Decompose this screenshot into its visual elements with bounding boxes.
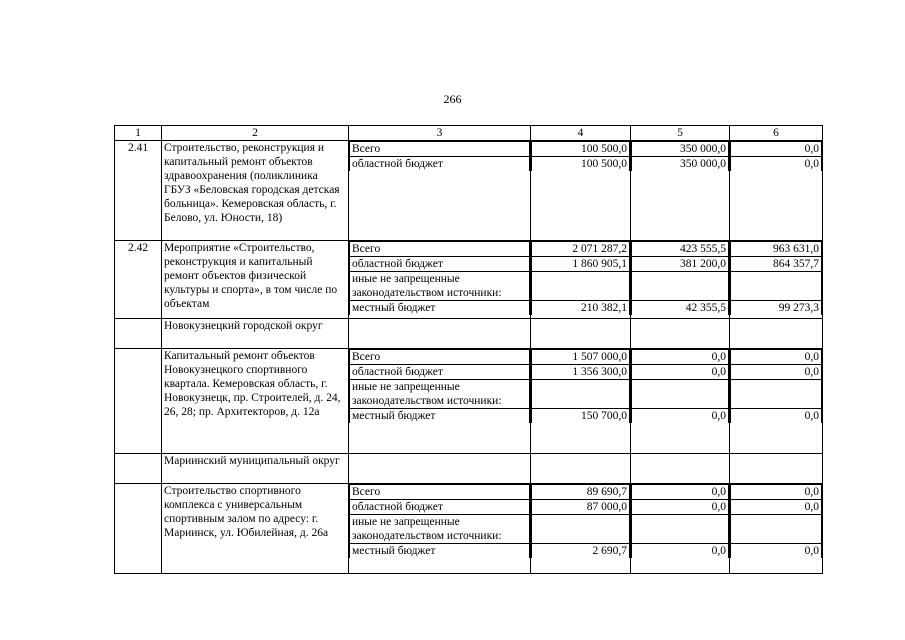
amount-col-6 xyxy=(730,484,823,574)
amount-col-5-value xyxy=(632,272,729,301)
amount-col-5 xyxy=(631,141,730,241)
line-row xyxy=(731,485,822,500)
funding-source-value: областной бюджет xyxy=(350,257,530,272)
funding-source-lines xyxy=(349,484,530,558)
amount-col-5-lines xyxy=(631,141,729,171)
amount-col-4-value: 1 507 000,0 xyxy=(532,350,630,365)
header-col-3: 3 xyxy=(349,126,531,141)
line-row xyxy=(632,365,729,380)
object-name: Мариинский муниципальный округ xyxy=(162,454,349,484)
line-row xyxy=(731,350,822,365)
amount-col-4 xyxy=(531,241,631,319)
line-row xyxy=(731,544,822,559)
amount-col-6-value: 0,0 xyxy=(731,157,822,172)
line-row xyxy=(632,409,729,424)
amount-col-4-value: 2 071 287,2 xyxy=(532,242,630,257)
line-row xyxy=(632,157,729,172)
amount-col-4-value: 100 500,0 xyxy=(532,157,630,172)
amount-col-5 xyxy=(631,319,730,349)
header-col-2: 2 xyxy=(162,126,349,141)
line-row xyxy=(350,409,530,424)
amount-col-5 xyxy=(631,454,730,484)
amount-col-5-value: 0,0 xyxy=(632,350,729,365)
row-id xyxy=(115,454,162,484)
line-row xyxy=(350,301,530,316)
line-row xyxy=(532,142,630,157)
funding-source-lines xyxy=(349,241,530,315)
amount-col-6 xyxy=(730,349,823,454)
amount-col-4 xyxy=(531,141,631,241)
line-row xyxy=(731,157,822,172)
line-row xyxy=(731,365,822,380)
table-row xyxy=(115,141,823,241)
row-id xyxy=(115,484,162,574)
line-row xyxy=(350,365,530,380)
funding-source-value: областной бюджет xyxy=(350,365,530,380)
amount-col-4-value: 150 700,0 xyxy=(532,409,630,424)
amount-col-6-value: 0,0 xyxy=(731,500,822,515)
header-col-5: 5 xyxy=(631,126,730,141)
object-name: Мероприятие «Строительство, реконструкция и капитальный ремонт объектов физической культуры и спорта», в том числе по объектам xyxy=(162,241,349,319)
funding-source-lines xyxy=(349,141,530,171)
line-row xyxy=(350,515,530,544)
funding-source-value: областной бюджет xyxy=(350,157,530,172)
amount-col-5 xyxy=(631,241,730,319)
line-row xyxy=(532,380,630,409)
amount-col-4-value: 2 690,7 xyxy=(532,544,630,559)
line-row xyxy=(350,272,530,301)
amount-col-5-value xyxy=(632,515,729,544)
line-row xyxy=(350,500,530,515)
line-row xyxy=(632,500,729,515)
amount-col-6-value: 0,0 xyxy=(731,409,822,424)
amount-col-4 xyxy=(531,319,631,349)
amount-col-6-lines xyxy=(730,241,822,315)
table-row xyxy=(115,319,823,349)
line-row xyxy=(532,409,630,424)
funding-source-value: Всего xyxy=(350,242,530,257)
line-row xyxy=(632,485,729,500)
line-row xyxy=(532,544,630,559)
line-row xyxy=(731,500,822,515)
funding-source xyxy=(349,484,531,574)
amount-col-6-value xyxy=(731,272,822,301)
amount-col-6-lines xyxy=(730,141,822,171)
amount-col-6-value: 963 631,0 xyxy=(731,242,822,257)
line-row xyxy=(731,515,822,544)
line-row xyxy=(532,157,630,172)
amount-col-5-value: 0,0 xyxy=(632,485,729,500)
line-row xyxy=(632,301,729,316)
line-row xyxy=(731,409,822,424)
amount-col-5-value: 0,0 xyxy=(632,409,729,424)
table-row xyxy=(115,484,823,574)
amount-col-6 xyxy=(730,454,823,484)
amount-col-6-value: 0,0 xyxy=(731,485,822,500)
amount-col-6-value xyxy=(731,515,822,544)
amount-col-5-value: 381 200,0 xyxy=(632,257,729,272)
funding-source-value: местный бюджет xyxy=(350,544,530,559)
amount-col-6-lines xyxy=(730,484,822,558)
line-row xyxy=(632,544,729,559)
line-row xyxy=(350,350,530,365)
amount-col-6 xyxy=(730,319,823,349)
funding-source-lines xyxy=(349,349,530,423)
amount-col-6-value: 864 357,7 xyxy=(731,257,822,272)
table-row xyxy=(115,241,823,319)
object-name: Строительство спортивного комплекса с универсальным спортивным залом по адресу: г. Мариинск, ул. Юбилейная, д. 26а xyxy=(162,484,349,574)
line-row xyxy=(731,257,822,272)
amount-col-5-value: 0,0 xyxy=(632,544,729,559)
amount-col-4 xyxy=(531,454,631,484)
line-row xyxy=(532,350,630,365)
amount-col-5-value: 0,0 xyxy=(632,500,729,515)
page-number: 266 xyxy=(443,92,462,106)
line-row xyxy=(731,242,822,257)
line-row xyxy=(632,380,729,409)
amount-col-6-value: 0,0 xyxy=(731,142,822,157)
line-row xyxy=(731,142,822,157)
line-row xyxy=(532,515,630,544)
funding-source xyxy=(349,454,531,484)
amount-col-4-lines xyxy=(531,349,630,423)
amount-col-6 xyxy=(730,141,823,241)
funding-source xyxy=(349,349,531,454)
line-row xyxy=(350,242,530,257)
line-row xyxy=(532,257,630,272)
amount-col-4-lines xyxy=(531,141,630,171)
line-row xyxy=(350,485,530,500)
amount-col-4-value: 210 382,1 xyxy=(532,301,630,316)
amount-col-4-value: 100 500,0 xyxy=(532,142,630,157)
row-id: 2.42 xyxy=(115,241,162,319)
amount-col-4-lines xyxy=(531,241,630,315)
line-row xyxy=(632,257,729,272)
amount-col-4-value: 1 860 905,1 xyxy=(532,257,630,272)
line-row xyxy=(632,242,729,257)
funding-source xyxy=(349,241,531,319)
amount-col-4 xyxy=(531,484,631,574)
amount-col-4 xyxy=(531,349,631,454)
funding-source-value: иные не запрещенные законодательством источники: xyxy=(350,380,530,409)
amount-col-6-value xyxy=(731,380,822,409)
amount-col-5-lines xyxy=(631,484,729,558)
table-row xyxy=(115,349,823,454)
amount-col-5-value: 0,0 xyxy=(632,365,729,380)
line-row xyxy=(632,142,729,157)
line-row xyxy=(350,380,530,409)
header-row xyxy=(115,126,823,141)
amount-col-5-lines xyxy=(631,349,729,423)
line-row xyxy=(731,301,822,316)
row-id xyxy=(115,319,162,349)
amount-col-6-value: 99 273,3 xyxy=(731,301,822,316)
amount-col-4-value: 1 356 300,0 xyxy=(532,365,630,380)
amount-col-4-value: 87 000,0 xyxy=(532,500,630,515)
line-row xyxy=(731,272,822,301)
amount-col-6 xyxy=(730,241,823,319)
line-row xyxy=(532,242,630,257)
funding-source-value: иные не запрещенные законодательством источники: xyxy=(350,272,530,301)
funding-source xyxy=(349,141,531,241)
line-row xyxy=(532,272,630,301)
line-row xyxy=(350,257,530,272)
funding-source-value: местный бюджет xyxy=(350,301,530,316)
line-row xyxy=(532,301,630,316)
funding-source-value: иные не запрещенные законодательством источники: xyxy=(350,515,530,544)
funding-source-value: местный бюджет xyxy=(350,409,530,424)
funding-source-value: Всего xyxy=(350,485,530,500)
amount-col-5-value: 350 000,0 xyxy=(632,142,729,157)
line-row xyxy=(632,272,729,301)
amount-col-5-value: 42 355,5 xyxy=(632,301,729,316)
amount-col-5 xyxy=(631,349,730,454)
amount-col-6-value: 0,0 xyxy=(731,365,822,380)
header-col-1: 1 xyxy=(115,126,162,141)
line-row xyxy=(532,485,630,500)
header-col-4: 4 xyxy=(531,126,631,141)
amount-col-4-lines xyxy=(531,484,630,558)
amount-col-5-value xyxy=(632,380,729,409)
funding-source-value: областной бюджет xyxy=(350,500,530,515)
line-row xyxy=(350,157,530,172)
amount-col-4-value xyxy=(532,380,630,409)
line-row xyxy=(350,142,530,157)
object-name: Строительство, реконструкция и капитальный ремонт объектов здравоохранения (поликлиника ГБУЗ «Беловская городская детская больница». Кемеровская область, г. Белово, ул. Юности, 18) xyxy=(162,141,349,241)
amount-col-5 xyxy=(631,484,730,574)
amount-col-4-value xyxy=(532,515,630,544)
header-col-6: 6 xyxy=(730,126,823,141)
object-name: Капитальный ремонт объектов Новокузнецкого спортивного квартала. Кемеровская область, г. Новокузнецк, пр. Строителей, д. 24, 26, 28; пр. Архитекторов, д. 12а xyxy=(162,349,349,454)
amount-col-5-value: 423 555,5 xyxy=(632,242,729,257)
amount-col-6-value: 0,0 xyxy=(731,544,822,559)
line-row xyxy=(632,515,729,544)
amount-col-6-lines xyxy=(730,349,822,423)
amount-col-4-value xyxy=(532,272,630,301)
amount-col-4-value: 89 690,7 xyxy=(532,485,630,500)
budget-table xyxy=(114,125,823,574)
line-row xyxy=(350,544,530,559)
funding-source-value: Всего xyxy=(350,142,530,157)
line-row xyxy=(532,365,630,380)
amount-col-5-value: 350 000,0 xyxy=(632,157,729,172)
row-id: 2.41 xyxy=(115,141,162,241)
line-row xyxy=(731,380,822,409)
table-row xyxy=(115,454,823,484)
funding-source-value: Всего xyxy=(350,350,530,365)
line-row xyxy=(532,500,630,515)
object-name: Новокузнецкий городской округ xyxy=(162,319,349,349)
funding-source xyxy=(349,319,531,349)
amount-col-6-value: 0,0 xyxy=(731,350,822,365)
row-id xyxy=(115,349,162,454)
amount-col-5-lines xyxy=(631,241,729,315)
line-row xyxy=(632,350,729,365)
